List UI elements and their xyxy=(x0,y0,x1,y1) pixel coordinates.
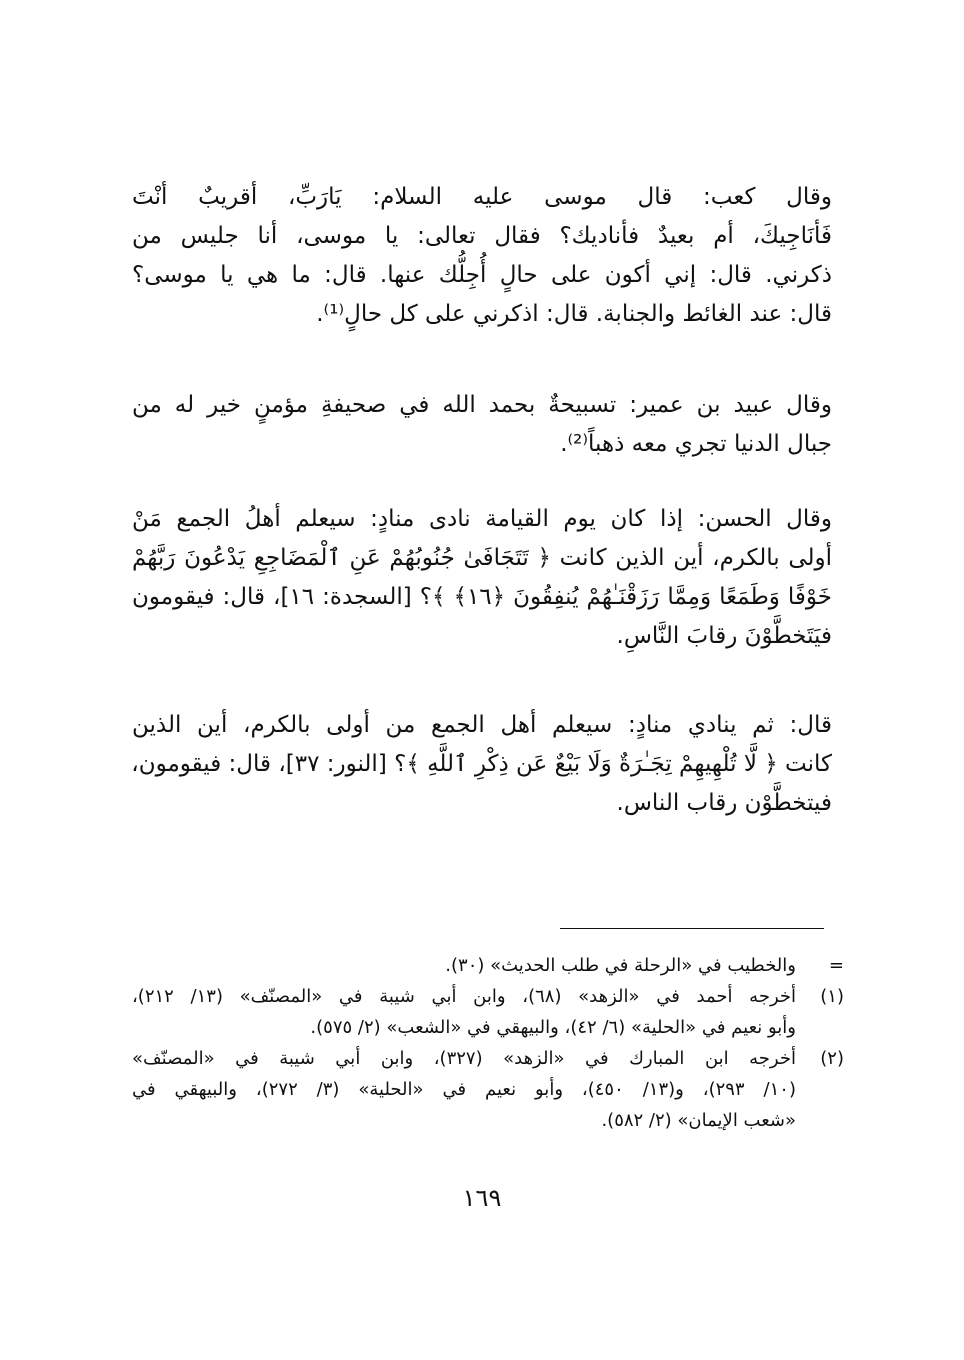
footnote-number: (١) xyxy=(820,986,844,1007)
footnote-line: وأبو نعيم في «الحلية» (٦/ ٤٢)، والبيهقي في «الشعب» (٢/ ٥٧٥). xyxy=(310,1017,796,1038)
text-line: قال: ثم ينادي منادٍ: سيعلم أهل الجمع من أولى بالكرم، أين الذين xyxy=(132,712,832,738)
text-line: وقال الحسن: إذا كان يوم القيامة نادى منادٍ: سيعلم أهلُ الجمع مَنْ xyxy=(132,506,832,532)
footnotes xyxy=(132,950,844,1136)
footnote-number: (٢) xyxy=(820,1048,844,1069)
text-line: فَأنَاجِيكَ، أم بعيدٌ فأناديك؟ فقال تعالى: يا موسى، أنا جليس من xyxy=(132,223,832,249)
paragraph-qal xyxy=(132,706,832,823)
footnote-marker: = xyxy=(828,955,844,976)
footnote-line: أخرجه أحمد في «الزهد» (٦٨)، وابن أبي شيبة في «المصنّف» (١٣/ ٢١٢)، xyxy=(132,986,797,1007)
footnote-2-cont xyxy=(132,1074,844,1105)
footnote-1-cont xyxy=(132,1012,844,1043)
text-line: خَوْفًا وَطَمَعًا وَمِمَّا رَزَقْنَـٰهُمْ يُنفِقُونَ ﴿١٦﴾ ﴾؟ [السجدة: ١٦]، قال: فيقومون xyxy=(132,584,832,610)
text-line: فيَتَخطَّوْنَ رقابَ النَّاسِ. xyxy=(616,623,832,649)
text-line: وقال عبيد بن عمير: تسبيحةٌ بحمد الله في صحيفةِ مؤمنٍ خير له من xyxy=(132,392,832,418)
footnote-continuation xyxy=(132,950,844,981)
text-line: قال: عند الغائط والجنابة. قال: اذكرني على كل حالٍ⁽¹⁾. xyxy=(316,301,832,327)
footnote-1 xyxy=(132,981,844,1012)
text-line: جبال الدنيا تجري معه ذهباً⁽²⁾. xyxy=(560,431,832,457)
footnote-line: (١٠/ ٢٩٣)، و(١٣/ ٤٥٠)، وأبو نعيم في «الحلية» (٣/ ٢٧٢)، والبيهقي في xyxy=(132,1079,796,1100)
text-line: فيتخطَّوْن رقاب الناس. xyxy=(616,790,832,816)
text-line: ذكرني. قال: إني أكون على حالٍ أُجِلُّك عنها. قال: ما هي يا موسى؟ xyxy=(132,262,832,288)
page-number: ١٦٩ xyxy=(462,1184,502,1212)
footnote-separator xyxy=(560,928,824,929)
footnote-2 xyxy=(132,1043,844,1074)
text-line: أولى بالكرم، أين الذين كانت ﴿ تَتَجَافَىٰ جُنُوبُهُمْ عَنِ ٱلْمَضَاجِعِ يَدْعُونَ رَبَّهُمْ xyxy=(132,545,832,571)
paragraph-ubaid xyxy=(132,386,832,464)
footnote-line: أخرجه ابن المبارك في «الزهد» (٣٢٧)، وابن أبي شيبة في «المصنّف» xyxy=(132,1048,796,1069)
footnote-line: «شعب الإيمان» (٢/ ٥٨٢). xyxy=(601,1110,796,1131)
footnote-line: والخطيب في «الرحلة في طلب الحديث» (٣٠). xyxy=(445,955,796,976)
footnote-2-cont xyxy=(132,1105,844,1136)
paragraph-kaab xyxy=(132,178,832,334)
text-line: كانت ﴿ لَّا تُلْهِيهِمْ تِجَـٰرَةٌ وَلَا بَيْعٌ عَن ذِكْرِ ٱللَّهِ ﴾؟ [النور: ٣٧]، قال: فيقومون، xyxy=(131,751,832,777)
paragraph-hasan xyxy=(132,500,832,656)
text-line: وقال كعب: قال موسى عليه السلام: يَارَبِّ، أقريبٌ أنْتَ xyxy=(132,184,832,210)
